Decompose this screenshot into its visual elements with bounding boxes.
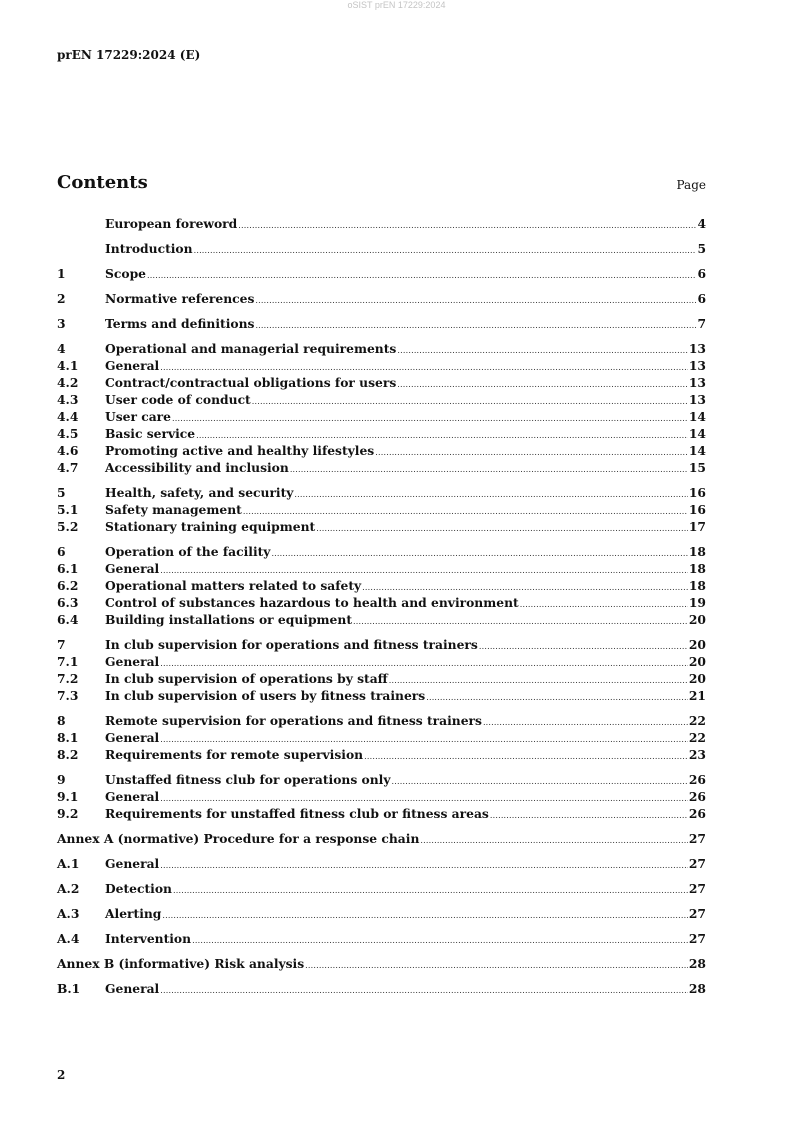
toc-page: 27 bbox=[688, 856, 706, 871]
toc-title: Operational and managerial requirements bbox=[105, 341, 397, 356]
toc-title: Contract/contractual obligations for users bbox=[105, 375, 397, 390]
toc-title: Promoting active and healthy lifestyles bbox=[105, 443, 375, 458]
toc-leader bbox=[238, 217, 696, 234]
toc-page: 4 bbox=[697, 216, 706, 231]
toc-entry[interactable] bbox=[57, 771, 706, 788]
toc-entry[interactable] bbox=[57, 340, 706, 357]
toc-entry[interactable] bbox=[57, 805, 706, 822]
toc-entry[interactable] bbox=[57, 484, 706, 501]
toc-entry[interactable] bbox=[57, 712, 706, 729]
toc-entry[interactable] bbox=[57, 501, 706, 518]
toc-number: 4.2 bbox=[57, 375, 79, 390]
toc-entry[interactable] bbox=[57, 543, 706, 560]
toc-title: Alerting bbox=[105, 906, 162, 921]
toc-title: Requirements for remote supervision bbox=[105, 747, 364, 762]
toc-title: Remote supervision for operations and fitness trainers bbox=[105, 713, 482, 728]
toc-leader bbox=[192, 932, 688, 949]
toc-title: Scope bbox=[105, 266, 146, 281]
toc-entry[interactable] bbox=[57, 594, 706, 611]
toc-page: 17 bbox=[688, 519, 706, 534]
toc-page: 6 bbox=[697, 291, 706, 306]
toc-number: 6.1 bbox=[57, 561, 79, 576]
toc-title: Operation of the facility bbox=[105, 544, 271, 559]
toc-leader bbox=[479, 638, 688, 655]
toc-number: 7.2 bbox=[57, 671, 79, 686]
toc-page: 26 bbox=[688, 772, 706, 787]
toc-leader bbox=[490, 807, 688, 824]
page-number: 2 bbox=[57, 1068, 66, 1082]
toc-leader bbox=[375, 444, 688, 461]
toc-number: 4.6 bbox=[57, 443, 79, 458]
page-column-label: Page bbox=[676, 178, 706, 192]
toc-entry[interactable] bbox=[57, 930, 706, 947]
toc-page: 20 bbox=[688, 671, 706, 686]
toc-page: 5 bbox=[697, 241, 706, 256]
toc-page: 27 bbox=[688, 931, 706, 946]
toc-title: Building installations or equipment bbox=[105, 612, 353, 627]
toc-page: 27 bbox=[688, 906, 706, 921]
toc-page: 13 bbox=[688, 341, 706, 356]
toc-page: 26 bbox=[688, 806, 706, 821]
toc-leader bbox=[426, 689, 688, 706]
toc-title: General bbox=[105, 654, 160, 669]
toc-leader bbox=[194, 242, 697, 259]
toc-leader bbox=[294, 486, 687, 503]
toc-leader bbox=[162, 907, 687, 924]
toc-title: Control of substances hazardous to health and environment bbox=[105, 595, 519, 610]
toc-entry[interactable] bbox=[57, 788, 706, 805]
toc-page: 22 bbox=[688, 713, 706, 728]
toc-number: 4.4 bbox=[57, 409, 79, 424]
toc-leader bbox=[160, 857, 688, 874]
toc-page: 27 bbox=[688, 831, 706, 846]
toc-entry[interactable] bbox=[57, 265, 706, 282]
toc-number: A.1 bbox=[57, 856, 80, 871]
toc-page: 27 bbox=[688, 881, 706, 896]
toc-title: In club supervision of operations by staff bbox=[105, 671, 388, 686]
toc-page: 28 bbox=[688, 956, 706, 971]
document-id: prEN 17229:2024 (E) bbox=[57, 48, 201, 62]
toc-title: User care bbox=[105, 409, 171, 424]
toc-number: 4.1 bbox=[57, 358, 79, 373]
toc-title: Safety management bbox=[105, 502, 242, 517]
toc-number: 5.2 bbox=[57, 519, 79, 534]
toc-entry[interactable] bbox=[57, 425, 706, 442]
toc-leader bbox=[397, 342, 688, 359]
toc-number: 1 bbox=[57, 266, 66, 281]
toc-entry[interactable] bbox=[57, 855, 706, 872]
contents-heading: Contents bbox=[57, 172, 148, 193]
toc-number: 6.4 bbox=[57, 612, 79, 627]
toc-entry[interactable] bbox=[57, 830, 706, 847]
toc-page: 22 bbox=[688, 730, 706, 745]
toc-entry[interactable] bbox=[57, 408, 706, 425]
toc-leader bbox=[160, 982, 688, 999]
toc-entry[interactable] bbox=[57, 746, 706, 763]
toc-page: 14 bbox=[688, 409, 706, 424]
toc-entry[interactable] bbox=[57, 729, 706, 746]
toc-number: 4.7 bbox=[57, 460, 79, 475]
toc-title: Accessibility and inclusion bbox=[105, 460, 289, 475]
toc-page: 20 bbox=[688, 612, 706, 627]
toc-leader bbox=[255, 292, 696, 309]
toc-leader bbox=[316, 520, 688, 537]
toc-title: Detection bbox=[105, 881, 172, 896]
toc-page: 13 bbox=[688, 375, 706, 390]
toc-title: General bbox=[105, 561, 160, 576]
toc-entry[interactable] bbox=[57, 653, 706, 670]
toc-entry[interactable] bbox=[57, 459, 706, 476]
toc-entry[interactable] bbox=[57, 880, 706, 897]
toc-leader bbox=[271, 545, 687, 562]
toc-number: 5 bbox=[57, 485, 66, 500]
toc-number: 3 bbox=[57, 316, 66, 331]
toc-leader bbox=[255, 317, 696, 334]
toc-leader bbox=[389, 672, 688, 689]
table-of-contents bbox=[57, 215, 706, 997]
toc-number: 5.1 bbox=[57, 502, 79, 517]
toc-leader bbox=[353, 613, 688, 630]
toc-number: 9 bbox=[57, 772, 66, 787]
toc-page: 18 bbox=[688, 578, 706, 593]
toc-number: 8 bbox=[57, 713, 66, 728]
toc-leader bbox=[364, 748, 688, 765]
toc-number: 2 bbox=[57, 291, 66, 306]
toc-title: In club supervision for operations and fitness trainers bbox=[105, 637, 478, 652]
toc-title: General bbox=[105, 789, 160, 804]
toc-number: A.2 bbox=[57, 881, 80, 896]
toc-entry[interactable] bbox=[57, 518, 706, 535]
toc-title: General bbox=[105, 358, 160, 373]
toc-page: 23 bbox=[688, 747, 706, 762]
toc-entry[interactable] bbox=[57, 215, 706, 232]
toc-title: Health, safety, and security bbox=[105, 485, 294, 500]
toc-number: 7 bbox=[57, 637, 66, 652]
toc-page: 18 bbox=[688, 561, 706, 576]
toc-entry[interactable] bbox=[57, 442, 706, 459]
toc-number: 8.2 bbox=[57, 747, 79, 762]
toc-page: 14 bbox=[688, 426, 706, 441]
toc-page: 7 bbox=[697, 316, 706, 331]
toc-leader bbox=[290, 461, 688, 478]
toc-entry[interactable] bbox=[57, 980, 706, 997]
toc-page: 28 bbox=[688, 981, 706, 996]
toc-title: User code of conduct bbox=[105, 392, 251, 407]
toc-page: 19 bbox=[688, 595, 706, 610]
toc-page: 14 bbox=[688, 443, 706, 458]
toc-number: 9.1 bbox=[57, 789, 79, 804]
toc-entry[interactable] bbox=[57, 357, 706, 374]
toc-number: 4.3 bbox=[57, 392, 79, 407]
toc-title: General bbox=[105, 730, 160, 745]
toc-page: 20 bbox=[688, 637, 706, 652]
toc-entry[interactable] bbox=[57, 955, 706, 972]
toc-entry[interactable] bbox=[57, 670, 706, 687]
toc-page: 21 bbox=[688, 688, 706, 703]
toc-number: 4 bbox=[57, 341, 66, 356]
watermark: oSIST prEN 17229:2024 bbox=[347, 0, 446, 10]
toc-entry[interactable] bbox=[57, 560, 706, 577]
toc-leader bbox=[392, 773, 688, 790]
toc-title: Introduction bbox=[105, 241, 193, 256]
toc-title: Normative references bbox=[105, 291, 255, 306]
toc-leader bbox=[305, 957, 688, 974]
toc-leader bbox=[397, 376, 688, 393]
toc-title: Stationary training equipment bbox=[105, 519, 316, 534]
toc-page: 20 bbox=[688, 654, 706, 669]
toc-number: 7.3 bbox=[57, 688, 79, 703]
toc-leader bbox=[173, 882, 688, 899]
toc-title: Unstaffed fitness club for operations only bbox=[105, 772, 391, 787]
toc-entry[interactable] bbox=[57, 687, 706, 704]
toc-leader bbox=[520, 596, 688, 613]
toc-number: 8.1 bbox=[57, 730, 79, 745]
toc-entry[interactable] bbox=[57, 374, 706, 391]
toc-number: 4.5 bbox=[57, 426, 79, 441]
toc-leader bbox=[420, 832, 687, 849]
toc-entry[interactable] bbox=[57, 905, 706, 922]
toc-title: Annex B (informative) Risk analysis bbox=[57, 956, 305, 971]
toc-page: 18 bbox=[688, 544, 706, 559]
toc-number: A.3 bbox=[57, 906, 80, 921]
toc-title: In club supervision of users by fitness trainers bbox=[105, 688, 426, 703]
toc-leader bbox=[172, 410, 688, 427]
toc-leader bbox=[147, 267, 696, 284]
toc-number: B.1 bbox=[57, 981, 81, 996]
toc-title: Terms and definitions bbox=[105, 316, 255, 331]
toc-title: General bbox=[105, 981, 160, 996]
toc-number: 7.1 bbox=[57, 654, 79, 669]
toc-title: Annex A (normative) Procedure for a response chain bbox=[57, 831, 420, 846]
toc-entry[interactable] bbox=[57, 611, 706, 628]
toc-leader bbox=[252, 393, 688, 410]
toc-entry[interactable] bbox=[57, 290, 706, 307]
toc-page: 6 bbox=[697, 266, 706, 281]
toc-title: Intervention bbox=[105, 931, 192, 946]
toc-page: 26 bbox=[688, 789, 706, 804]
toc-entry[interactable] bbox=[57, 577, 706, 594]
toc-page: 16 bbox=[688, 485, 706, 500]
toc-page: 13 bbox=[688, 392, 706, 407]
toc-number: 9.2 bbox=[57, 806, 79, 821]
toc-title: Operational matters related to safety bbox=[105, 578, 362, 593]
toc-number: 6.2 bbox=[57, 578, 79, 593]
toc-number: 6 bbox=[57, 544, 66, 559]
toc-entry[interactable] bbox=[57, 315, 706, 332]
toc-page: 15 bbox=[688, 460, 706, 475]
toc-number: A.4 bbox=[57, 931, 80, 946]
toc-entry[interactable] bbox=[57, 240, 706, 257]
toc-title: Requirements for unstaffed fitness club or fitness areas bbox=[105, 806, 489, 821]
toc-number: 6.3 bbox=[57, 595, 79, 610]
toc-entry[interactable] bbox=[57, 391, 706, 408]
toc-title: Basic service bbox=[105, 426, 196, 441]
toc-title: General bbox=[105, 856, 160, 871]
toc-entry[interactable] bbox=[57, 636, 706, 653]
toc-page: 16 bbox=[688, 502, 706, 517]
toc-page: 13 bbox=[688, 358, 706, 373]
toc-leader bbox=[483, 714, 688, 731]
toc-title: European foreword bbox=[105, 216, 238, 231]
